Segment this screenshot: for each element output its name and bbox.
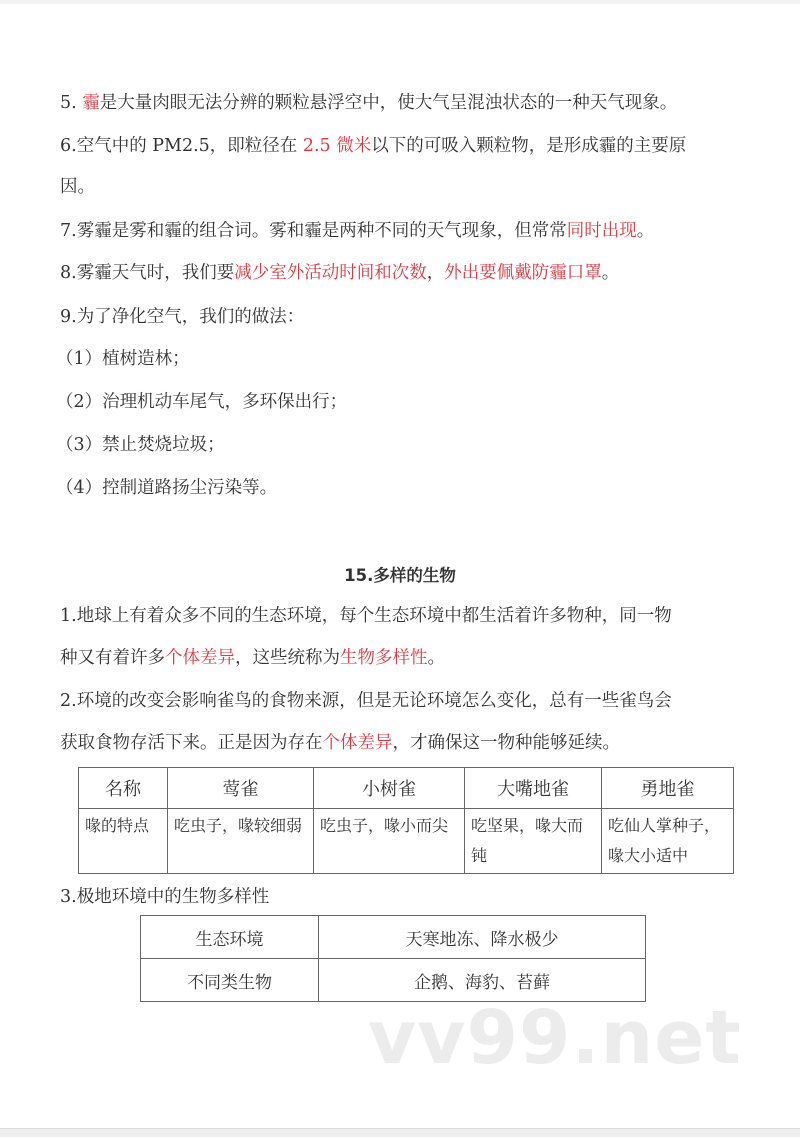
sub-item-1: （1）植树造林； (56, 349, 190, 369)
text: ，这些统称为 (235, 648, 340, 668)
bird-beak-table (78, 767, 734, 874)
text: 5. (60, 93, 83, 113)
highlight: 2.5 微米 (302, 136, 372, 156)
highlight: 霾 (82, 93, 100, 113)
text: 8.雾霾天气时，我们要 (60, 263, 235, 283)
header-cell: 名称 (79, 768, 168, 809)
sub-item-2: （2）治理机动车尾气，多环保出行； (56, 392, 348, 412)
cell: 企鹅、海豹、苔藓 (319, 959, 646, 1002)
cell: 吃虫子，喙较细弱 (168, 809, 314, 874)
top-border (0, 0, 800, 4)
cell: 天寒地冻、降水极少 (319, 916, 646, 959)
b-item-3: 3.极地环境中的生物多样性 (60, 887, 270, 907)
cell: 喙的特点 (79, 809, 168, 874)
text: 。 (427, 648, 445, 668)
polar-table (140, 915, 646, 1002)
item-9: 9.为了净化空气，我们的做法： (60, 307, 305, 327)
b-item-1-cont (60, 646, 445, 670)
text: 。 (601, 263, 620, 283)
cell: 吃虫子，喙小而尖 (314, 809, 465, 874)
header-cell: 小树雀 (314, 768, 465, 809)
highlight: 外出要佩戴防霾口罩 (444, 263, 602, 283)
text: 。 (636, 221, 655, 241)
table-row (79, 809, 734, 874)
sub-item-3: （3）禁止焚烧垃圾； (56, 435, 225, 455)
text: 以下的可吸入颗粒物，是形成霾的主要原 (371, 136, 687, 156)
text: 6.空气中的 PM2.5，即粒径在 (60, 136, 303, 156)
highlight: 减少室外活动时间和次数 (234, 263, 427, 283)
watermark: vv99.net (368, 995, 742, 1081)
text: ，才确保这一物种能够延续。 (392, 733, 620, 753)
b-item-2: 2.环境的改变会影响雀鸟的食物来源，但是无论环境怎么变化，总有一些雀鸟会 (60, 691, 672, 711)
item-6-cont: 因。 (60, 177, 95, 197)
b-item-2-cont (60, 731, 620, 755)
highlight: 生物多样性 (340, 648, 428, 668)
b-item-1: 1.地球上有着众多不同的生态环境，每个生态环境中都生活着许多物种，同一物 (60, 606, 672, 626)
cell: 吃坚果，喙大而钝 (465, 809, 602, 874)
bottom-border (0, 1128, 800, 1137)
text: 获取食物存活下来。正是因为存在 (60, 733, 323, 753)
text: 7.雾霾是雾和霾的组合词。雾和霾是两种不同的天气现象，但常常 (60, 221, 567, 241)
text: 种又有着许多 (60, 648, 165, 668)
highlight: 个体差异 (165, 648, 235, 668)
header-cell: 勇地雀 (602, 768, 734, 809)
item-7 (60, 219, 654, 243)
table-row (141, 916, 646, 959)
item-5 (60, 91, 677, 115)
item-6 (60, 134, 686, 158)
highlight: 个体差异 (322, 733, 393, 753)
item-8 (60, 261, 619, 285)
cell: 生态环境 (141, 916, 319, 959)
table-header-row (79, 768, 734, 809)
sub-item-4: （4）控制道路扬尘污染等。 (56, 478, 278, 498)
header-cell: 大嘴地雀 (465, 768, 602, 809)
header-cell: 莺雀 (168, 768, 314, 809)
cell: 吃仙人掌种子，喙大小适中 (602, 809, 734, 874)
text: ， (426, 263, 445, 283)
section-title: 15.多样的生物 (344, 566, 456, 585)
text: 是大量肉眼无法分辨的颗粒悬浮空中，使大气呈混浊状态的一种天气现象。 (99, 93, 678, 113)
highlight: 同时出现 (566, 221, 637, 241)
cell: 不同类生物 (141, 959, 319, 1002)
